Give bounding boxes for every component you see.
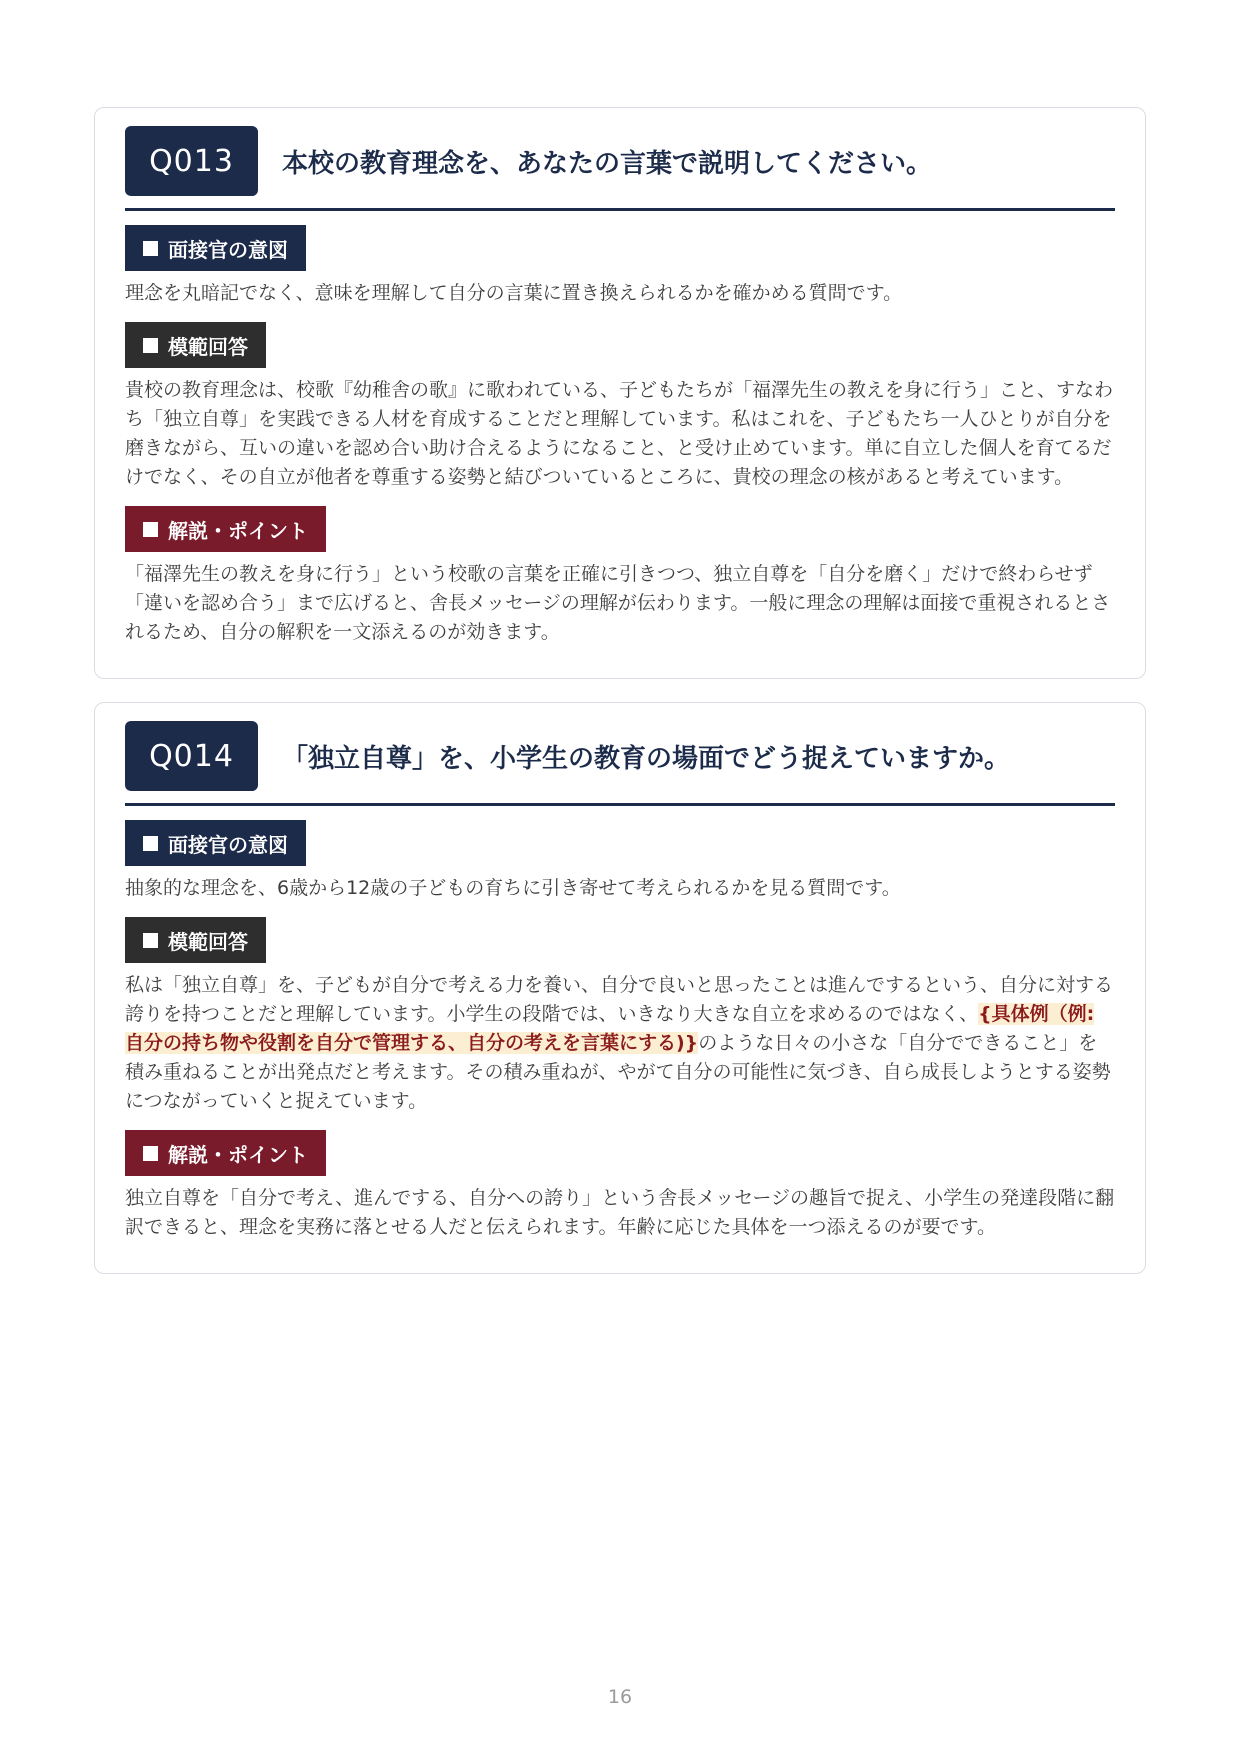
page-number: 16 (607, 1686, 633, 1708)
point-label (125, 506, 326, 552)
point-label (125, 1130, 326, 1176)
model-answer-text: 貴校の教育理念は、校歌『幼稚舎の歌』に歌われている、子どもたちが「福澤先生の教えを身に行う」こと、すなわち「独立自尊」を実践できる人材を育成することだと理解しています。私はこれを、子どもたち一人ひとりが自分を磨きながら、互いの違いを認め合い助け合えるようになること、と受け止めています。単に自立した個人を育てるだけでなく、その自立が他者を尊重する姿勢と結びついているところに、貴校の理念の核があると考えています。 (125, 379, 1114, 488)
example-placeholder-highlight: {具体例（例: 自分の持ち物や役割を自分で管理する、自分の考えを言葉にする)} (125, 1003, 1095, 1054)
point-label-text: 解説・ポイント (168, 518, 308, 543)
model-answer-text-before: 私は「独立自尊」を、子どもが自分で考える力を養い、自分で良いと思ったことは進んでするという、自分に対する誇りを持つことだと理解しています。小学生の段階では、いきなり大きな自立を求めるのではなく、 (125, 974, 1114, 1025)
question-card-q013 (94, 107, 1146, 679)
model-answer-label (125, 322, 266, 368)
square-icon (143, 241, 158, 256)
question-number-badge: Q013 (125, 126, 258, 196)
intent-label-text: 面接官の意図 (168, 237, 288, 262)
question-header (125, 721, 1115, 806)
model-answer-text (125, 971, 1115, 1116)
point-label-text: 解説・ポイント (168, 1142, 308, 1167)
model-answer-label-text: 模範回答 (168, 334, 248, 359)
question-title: 「独立自尊」を、小学生の教育の場面でどう捉えていますか。 (282, 743, 1011, 774)
model-answer-text-after: のような日々の小さな「自分でできること」を積み重ねることが出発点だと考えます。その積み重ねが、やがて自分の可能性に気づき、自ら成長しようとする姿勢につながっていくと捉えています。 (125, 1032, 1111, 1112)
intent-label (125, 820, 306, 866)
question-header (125, 126, 1115, 211)
intent-label (125, 225, 306, 271)
point-text: 独立自尊を「自分で考え、進んでする、自分への誇り」という舎長メッセージの趣旨で捉え、小学生の発達段階に翻訳できると、理念を実務に落とせる人だと伝えられます。年齢に応じた具体を一つ添えるのが要です。 (125, 1187, 1115, 1238)
point-text: 「福澤先生の教えを身に行う」という校歌の言葉を正確に引きつつ、独立自尊を「自分を磨く」だけで終わらせず「違いを認め合う」まで広げると、舎長メッセージの理解が伝わります。一般に理念の理解は面接で重視されるとされるため、自分の解釈を一文添えるのが効きます。 (125, 563, 1111, 643)
model-answer-label (125, 917, 266, 963)
square-icon (143, 522, 158, 537)
model-answer-label-text: 模範回答 (168, 929, 248, 954)
question-title: 本校の教育理念を、あなたの言葉で説明してください。 (282, 148, 933, 179)
square-icon (143, 338, 158, 353)
square-icon (143, 933, 158, 948)
question-number-badge: Q014 (125, 721, 258, 791)
square-icon (143, 1146, 158, 1161)
intent-text: 抽象的な理念を、6歳から12歳の子どもの育ちに引き寄せて考えられるかを見る質問です。 (125, 877, 901, 899)
intent-text: 理念を丸暗記でなく、意味を理解して自分の言葉に置き換えられるかを確かめる質問です。 (125, 282, 903, 304)
square-icon (143, 836, 158, 851)
question-card-q014 (94, 702, 1146, 1274)
intent-label-text: 面接官の意図 (168, 832, 288, 857)
